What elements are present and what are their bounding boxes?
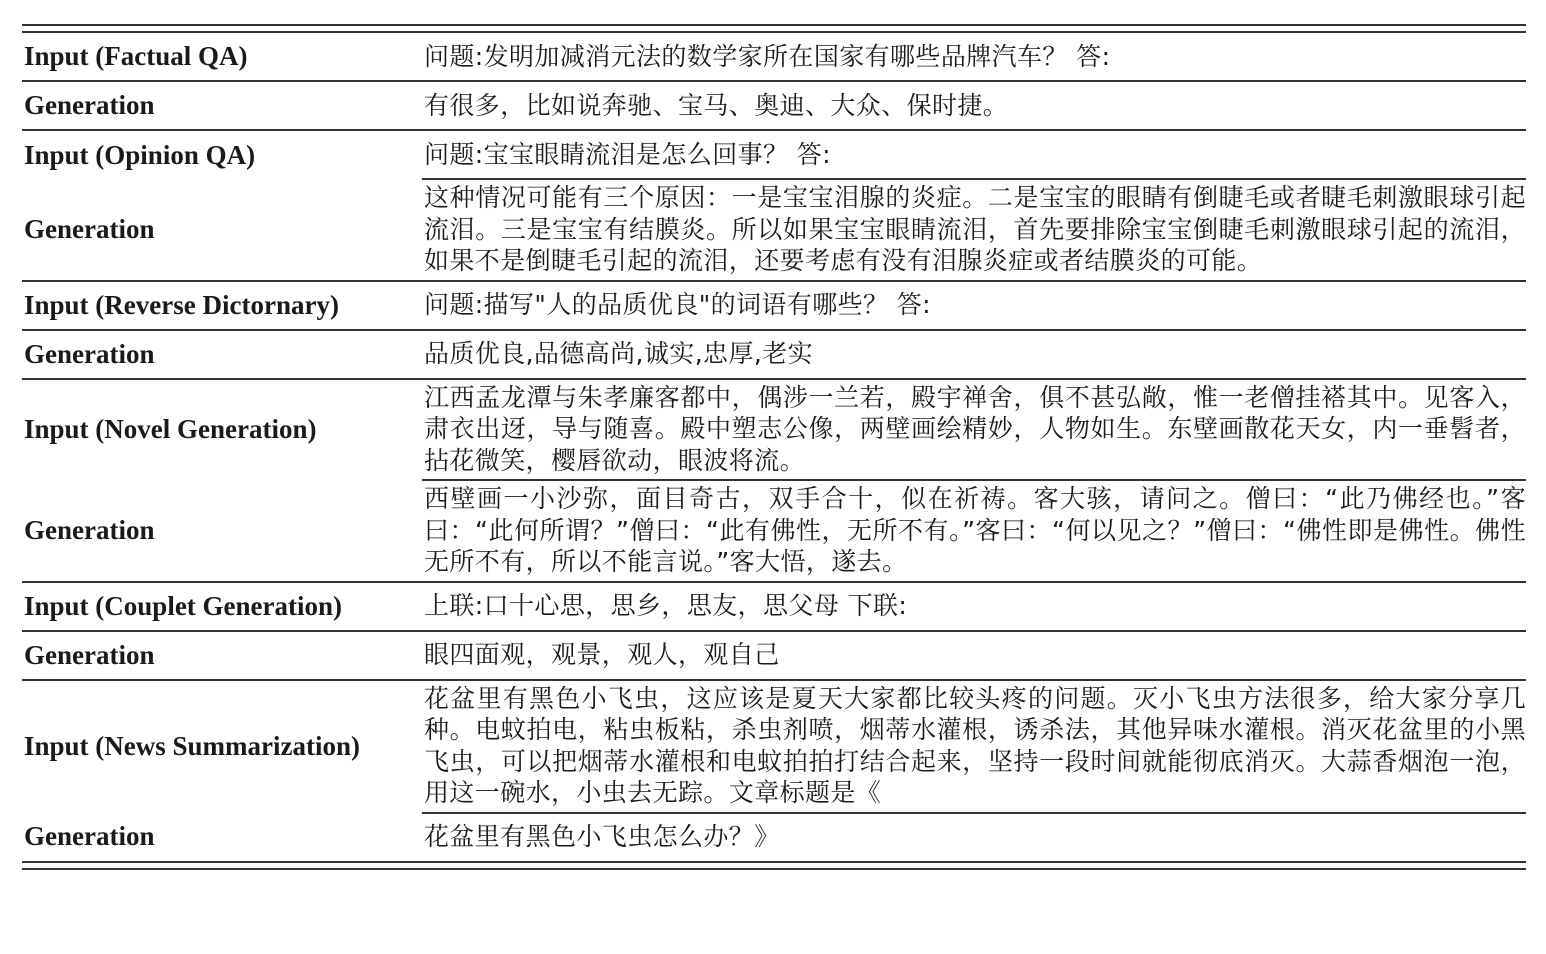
row-text: 问题:描写"人的品质优良"的词语有哪些？ 答: (422, 281, 1526, 330)
table-row (22, 330, 1526, 379)
row-text: 问题:发明加减消元法的数学家所在国家有哪些品牌汽车？ 答: (424, 41, 1111, 71)
table-row (22, 33, 1526, 81)
table-bottom-rule (22, 861, 1526, 870)
row-label: Generation (24, 821, 155, 851)
row-text: 问题:宝宝眼睛流泪是怎么回事？ 答: (422, 130, 1526, 179)
table-top-rule (22, 24, 1526, 33)
table-row (22, 179, 1526, 281)
row-text: 花盆里有黑色小飞虫，这应该是夏天大家都比较头疼的问题。灭小飞虫方法很多，给大家分享几种。电蚊拍电，粘虫板粘，杀虫剂喷，烟蒂水灌根，诱杀法，其他异味水灌根。消灭花盆里的小黑飞虫，可以把烟蒂水灌根和电蚊拍拍打结合起来，坚持一段时间就能彻底消灭。大蒜香烟泡一泡，用这一碗水，小虫去无踪。文章标题是《 (422, 680, 1526, 813)
row-label: Input (Reverse Dictornary) (22, 281, 422, 330)
row-text: 有很多，比如说奔驰、宝马、奥迪、大众、保时捷。 (422, 81, 1526, 130)
results-table-wrapper (22, 24, 1526, 870)
row-text: 花盆里有黑色小飞虫怎么办？》 (422, 813, 1526, 861)
row-text: 江西孟龙潭与朱孝廉客都中，偶涉一兰若，殿宇禅舍，俱不甚弘敞，惟一老僧挂褡其中。见客入，肃衣出迓，导与随喜。殿中塑志公像，两壁画绘精妙，人物如生。东壁画散花天女，内一垂髫者，拈花微笑，樱唇欲动，眼波将流。 (422, 379, 1526, 481)
table-row (22, 81, 1526, 130)
row-label: Generation (22, 631, 422, 680)
table-row (22, 480, 1526, 582)
row-text: 品质优良,品德高尚,诚实,忠厚,老实 (422, 330, 1526, 379)
row-label: Input (Couplet Generation) (22, 582, 422, 631)
row-label: Generation (24, 514, 155, 545)
row-label: Generation (22, 330, 422, 379)
row-label: Input (News Summarization) (22, 680, 422, 813)
table-row (22, 680, 1526, 813)
table-row (22, 130, 1526, 179)
row-label: Input (Opinion QA) (22, 130, 422, 179)
table-row (22, 281, 1526, 330)
table-row (22, 631, 1526, 680)
row-label: Generation (22, 81, 422, 130)
table-row (22, 813, 1526, 861)
row-label: Generation (24, 213, 155, 244)
table-row (22, 379, 1526, 481)
row-text: 西壁画一小沙弥，面目奇古，双手合十，似在祈祷。客大骇，请问之。僧曰：“此乃佛经也。”客曰：“此何所谓？”僧曰：“此有佛性，无所不有。”客曰：“何以见之？”僧曰：“佛性即是佛性。佛性无所不有，所以不能言说。”客大悟，遂去。 (422, 480, 1526, 582)
row-label: Input (Factual QA) (24, 41, 248, 71)
row-text: 上联:口十心思，思乡，思友，思父母 下联: (422, 582, 1526, 631)
row-label: Input (Novel Generation) (22, 379, 422, 481)
row-text: 眼四面观，观景，观人，观自己 (422, 631, 1526, 680)
row-text: 这种情况可能有三个原因：一是宝宝泪腺的炎症。二是宝宝的眼睛有倒睫毛或者睫毛刺激眼球引起流泪。三是宝宝有结膜炎。所以如果宝宝眼睛流泪，首先要排除宝宝倒睫毛刺激眼球引起的流泪，如果不是倒睫毛引起的流泪，还要考虑有没有泪腺炎症或者结膜炎的可能。 (422, 179, 1526, 281)
generation-examples-table (22, 33, 1526, 861)
table-row (22, 582, 1526, 631)
